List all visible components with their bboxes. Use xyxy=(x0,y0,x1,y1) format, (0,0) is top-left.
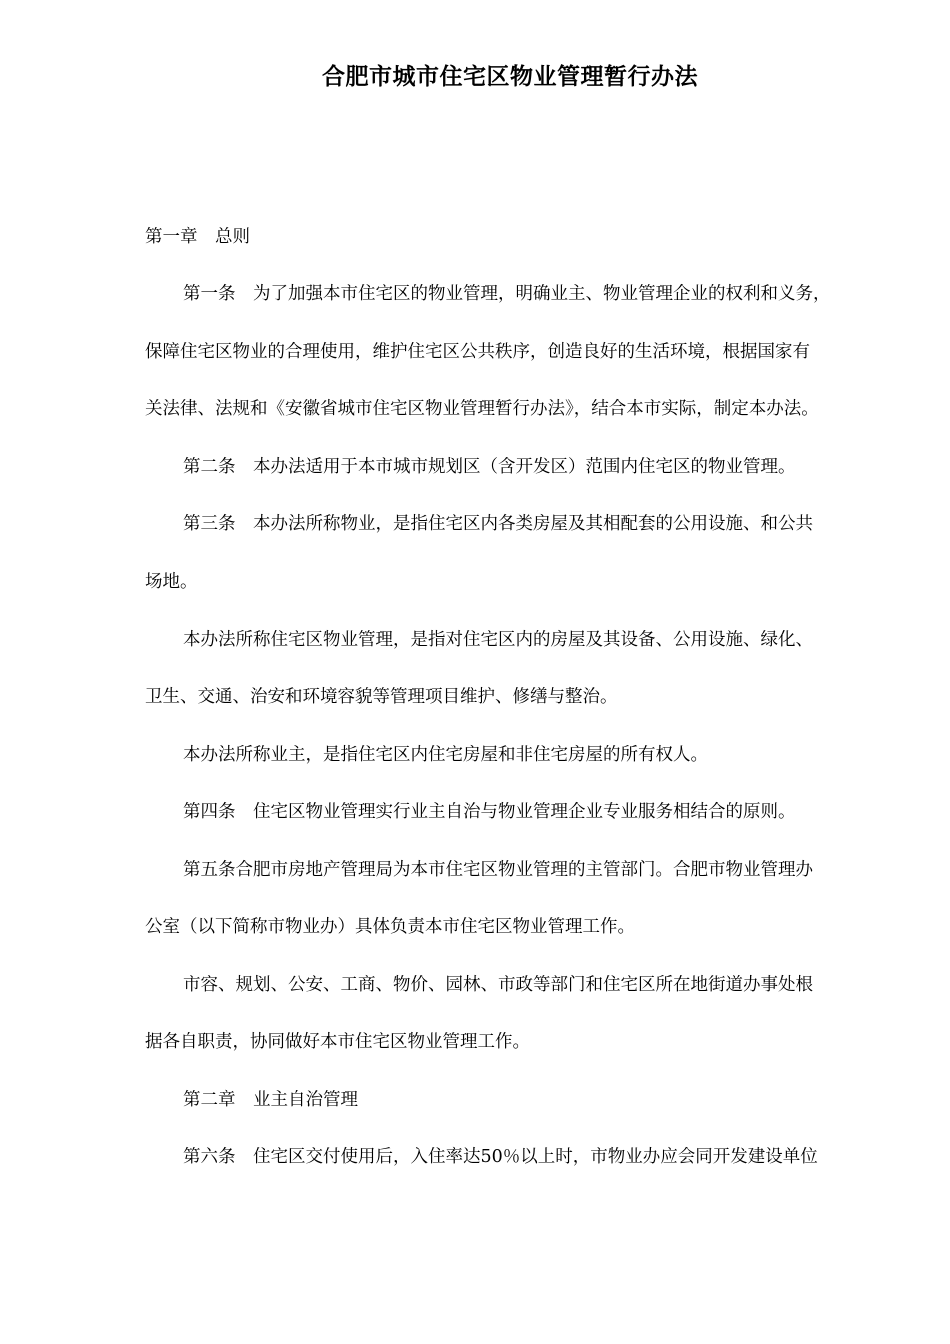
article-line: 第二条 本办法适用于本市城市规划区（含开发区）范围内住宅区的物业管理。 xyxy=(183,457,796,477)
article-line: 公室（以下简称市物业办）具体负责本市住宅区物业管理工作。 xyxy=(145,917,635,937)
article-line: 第四条 住宅区物业管理实行业主自治与物业管理企业专业服务相结合的原则。 xyxy=(183,802,796,822)
article-line: 场地。 xyxy=(145,572,198,592)
document-title: 合肥市城市住宅区物业管理暂行办法 xyxy=(322,64,698,90)
article-line: 第一条 为了加强本市住宅区的物业管理，明确业主、物业管理企业的权利和义务， xyxy=(183,284,831,304)
article-line: 第五条合肥市房地产管理局为本市住宅区物业管理的主管部门。合肥市物业管理办 xyxy=(183,860,813,880)
chapter-heading: 第二章 业主自治管理 xyxy=(183,1090,358,1110)
chapter-heading: 第一章 总则 xyxy=(145,227,250,247)
article-line: 第六条 住宅区交付使用后，入住率达50％以上时，市物业办应会同开发建设单位 xyxy=(183,1147,818,1167)
article-line: 本办法所称住宅区物业管理，是指对住宅区内的房屋及其设备、公用设施、绿化、 xyxy=(183,630,813,650)
article-line: 保障住宅区物业的合理使用，维护住宅区公共秩序，创造良好的生活环境，根据国家有 xyxy=(145,342,810,362)
article-line: 关法律、法规和《安徽省城市住宅区物业管理暂行办法》，结合本市实际，制定本办法。 xyxy=(145,399,819,419)
article-line: 卫生、交通、治安和环境容貌等管理项目维护、修缮与整治。 xyxy=(145,687,618,707)
article-line: 市容、规划、公安、工商、物价、园林、市政等部门和住宅区所在地街道办事处根 xyxy=(183,975,813,995)
article-line: 第三条 本办法所称物业，是指住宅区内各类房屋及其相配套的公用设施、和公共 xyxy=(183,514,813,534)
article-line: 本办法所称业主，是指住宅区内住宅房屋和非住宅房屋的所有权人。 xyxy=(183,745,708,765)
article-line: 据各自职责，协同做好本市住宅区物业管理工作。 xyxy=(145,1032,530,1052)
